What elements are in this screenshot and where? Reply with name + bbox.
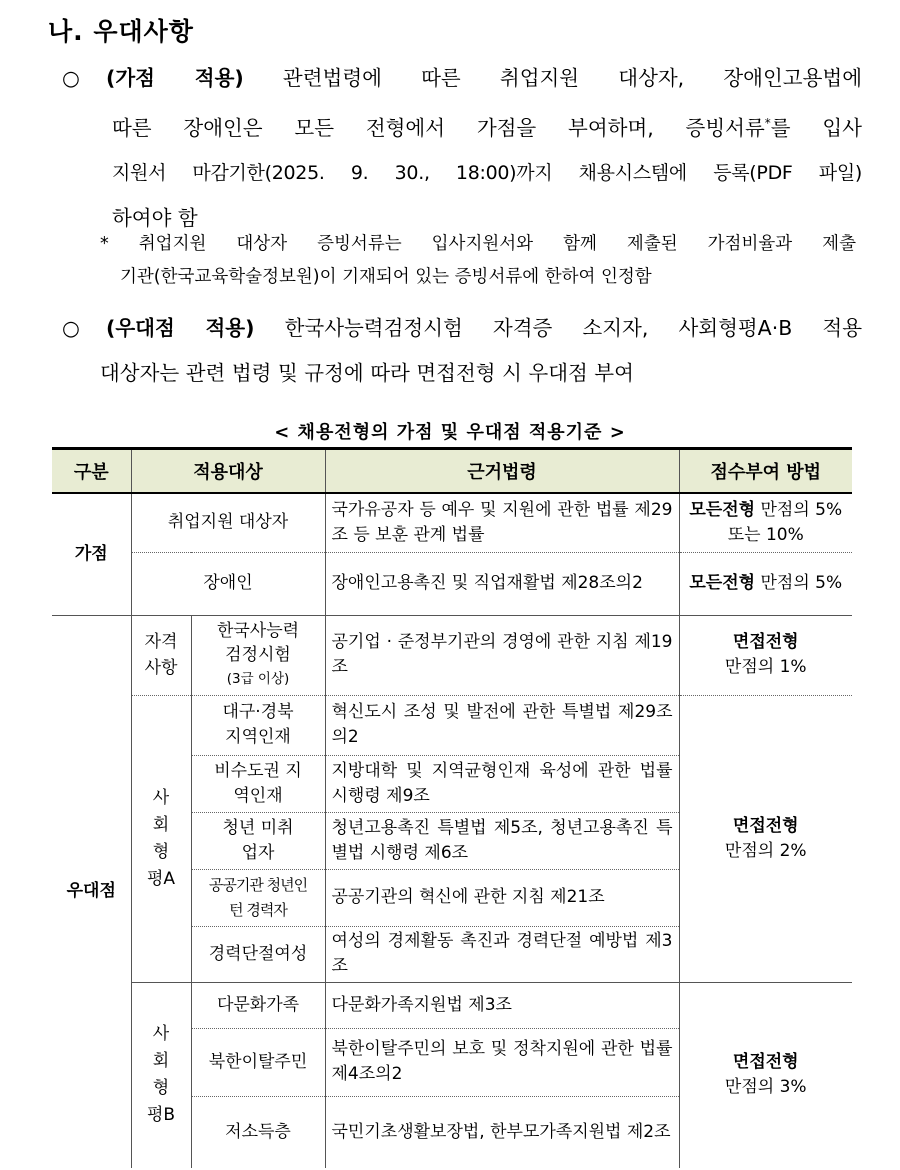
para2-lead: (우대점 적용) (106, 316, 255, 340)
table-row (52, 982, 852, 1028)
para1-line4: 하여야 함 (112, 205, 198, 230)
method-cell: 면접전형 만점의 2% (679, 695, 852, 982)
table-caption: < 채용전형의 가점 및 우대점 적용기준 > (274, 422, 626, 443)
group-social-b: 사회형평B (131, 982, 191, 1168)
paragraph-bonus-points (62, 56, 862, 241)
law-cell: 지방대학 및 지역균형인재 육성에 관한 법률 시행령 제9조 (325, 755, 679, 812)
table-row (52, 615, 852, 695)
target-cell: 북한이탈주민 (191, 1028, 325, 1096)
target-cell: 비수도권 지역인재 (191, 755, 325, 812)
section-title: 나. 우대사항 (48, 17, 194, 46)
category-gajeom: 가점 (52, 493, 131, 615)
group-qualification: 자격사항 (131, 615, 191, 695)
para1-line3: 지원서 마감기한(2025. 9. 30., 18:00)까지 채용시스템에 등록(PDF 파일) (112, 161, 862, 184)
para2-line1: (우대점 적용) 한국사능력검정시험 자격증 소지자, 사회형평A·B 적용 (106, 316, 862, 340)
law-cell: 장애인고용촉진 및 직업재활법 제28조의2 (325, 552, 679, 615)
law-cell: 공공기관의 혁신에 관한 지침 제21조 (325, 869, 679, 926)
target-cell: 한국사능력 검정시험 (3급 이상) (191, 615, 325, 695)
law-cell: 여성의 경제활동 촉진과 경력단절 예방법 제3조 (325, 926, 679, 982)
target-cell: 장애인 (131, 552, 325, 615)
footnote-line1: * 취업지원 대상자 증빙서류는 입사지원서와 함께 제출된 가점비율과 제출 (100, 234, 856, 254)
target-cell: 저소득층 (191, 1096, 325, 1168)
method-cell: 면접전형 만점의 3% (679, 982, 852, 1168)
method-cell: 면접전형 만점의 1% (679, 615, 852, 695)
footnote-mark: * (764, 116, 771, 130)
target-cell: 청년 미취업자 (191, 812, 325, 869)
law-cell: 공기업 · 준정부기관의 경영에 관한 지침 제19조 (325, 615, 679, 695)
law-cell: 국가유공자 등 예우 및 지원에 관한 법률 제29조 등 보훈 관계 법률 (325, 493, 679, 552)
para1-lead: (가점 적용) (106, 66, 244, 90)
target-cell: 대구·경북 지역인재 (191, 695, 325, 755)
header-target: 적용대상 (131, 449, 325, 494)
law-cell: 다문화가족지원법 제3조 (325, 982, 679, 1028)
footnote-line2: 기관(한국교육학술정보원)이 기재되어 있는 증빙서류에 한하여 인정함 (120, 267, 652, 287)
header-category: 구분 (52, 449, 131, 494)
law-cell: 혁신도시 조성 및 발전에 관한 특별법 제29조의2 (325, 695, 679, 755)
para1-line2: 따른 장애인은 모든 전형에서 가점을 부여하며, 증빙서류*를 입사 (112, 115, 862, 140)
paragraph-preference-points (62, 306, 862, 396)
law-cell: 국민기초생활보장법, 한부모가족지원법 제2조 (325, 1096, 679, 1168)
table-header-row (52, 449, 852, 494)
criteria-table (52, 447, 852, 1168)
para1-line1: (가점 적용) 관련법령에 따른 취업지원 대상자, 장애인고용법에 (106, 66, 862, 90)
footnote (100, 228, 856, 294)
method-cell: 모든전형 만점의 5% (679, 552, 852, 615)
table-row (52, 552, 852, 615)
law-cell: 청년고용촉진 특별법 제5조, 청년고용촉진 특별법 시행령 제6조 (325, 812, 679, 869)
header-law: 근거법령 (325, 449, 679, 494)
circle-bullet-icon: ○ (62, 66, 80, 90)
law-cell: 북한이탈주민의 보호 및 정착지원에 관한 법률 제4조의2 (325, 1028, 679, 1096)
table-row (52, 695, 852, 755)
para2-line2: 대상자는 관련 법령 및 규정에 따라 면접전형 시 우대점 부여 (100, 361, 634, 385)
target-cell: 취업지원 대상자 (131, 493, 325, 552)
circle-bullet-icon: ○ (62, 316, 80, 340)
category-udaejeom: 우대점 (52, 615, 131, 1168)
header-method: 점수부여 방법 (679, 449, 852, 494)
target-cell: 다문화가족 (191, 982, 325, 1028)
table-row (52, 493, 852, 552)
target-cell: 공공기관 청년인턴 경력자 (191, 869, 325, 926)
method-cell: 모든전형 만점의 5% 또는 10% (679, 493, 852, 552)
group-social-a: 사회형평A (131, 695, 191, 982)
target-cell: 경력단절여성 (191, 926, 325, 982)
